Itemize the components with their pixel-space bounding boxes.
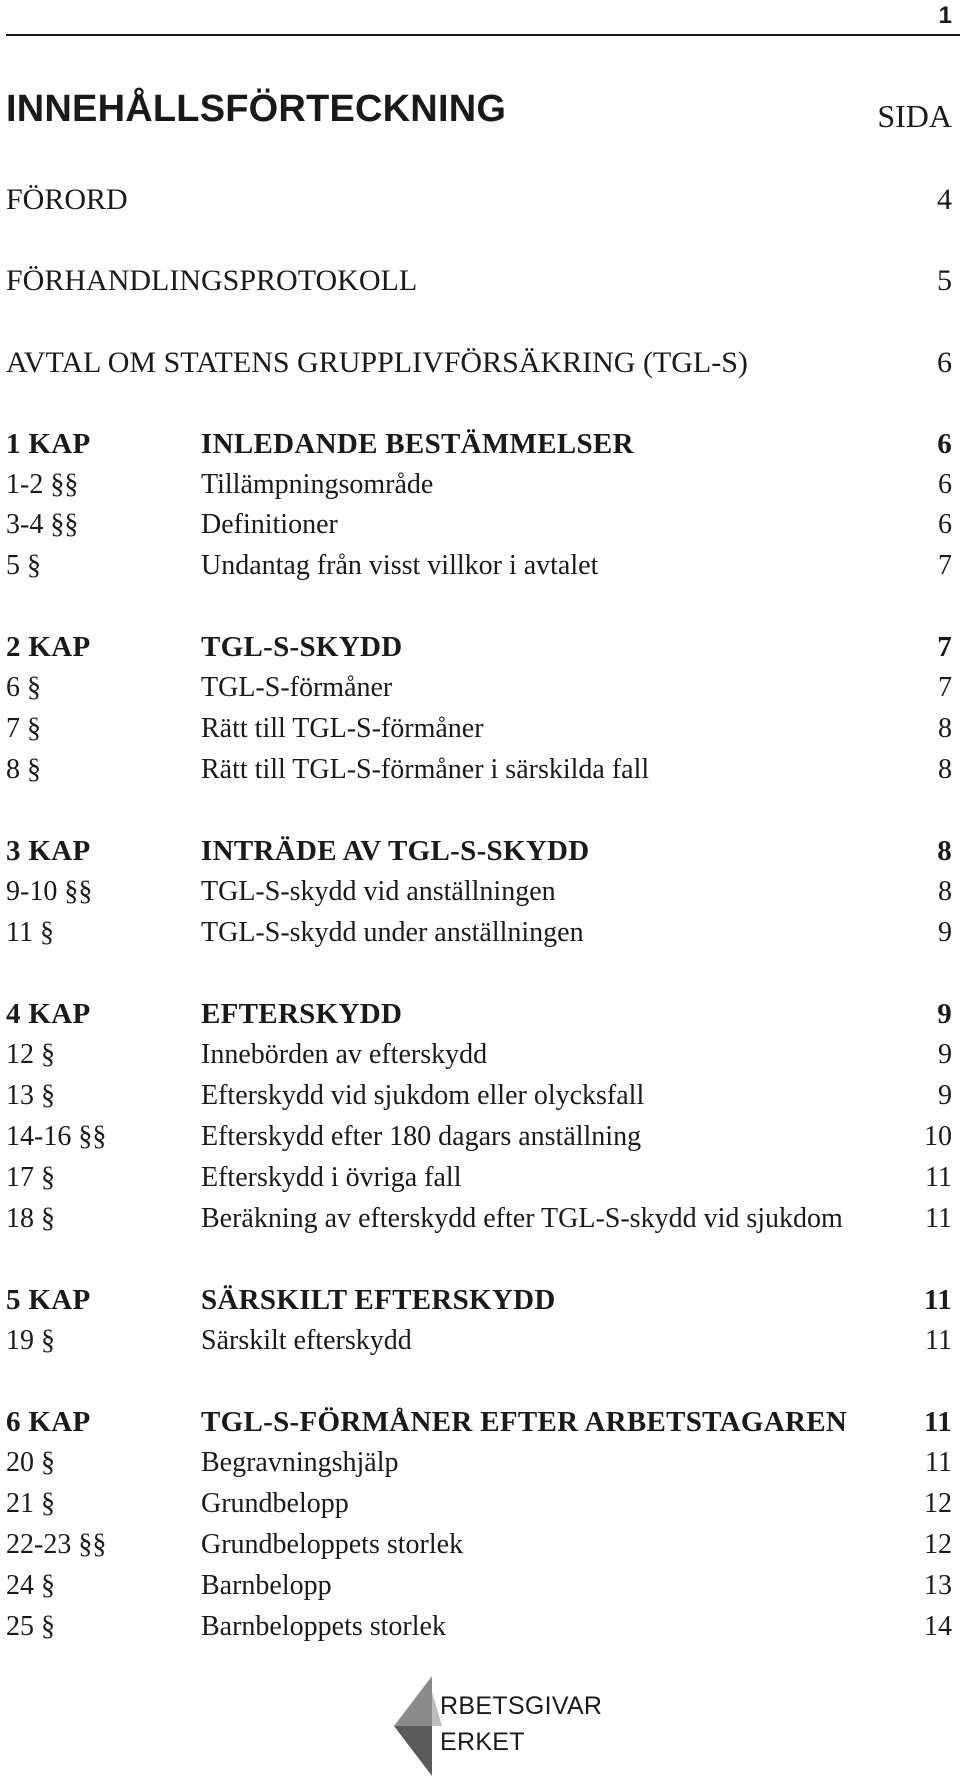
section-number: 8 § xyxy=(6,754,41,785)
toc-row[interactable] xyxy=(6,550,952,590)
section-page: 11 xyxy=(925,1447,952,1478)
section-title: Efterskydd i övriga fall xyxy=(201,1162,462,1193)
section-page: 11 xyxy=(925,1162,952,1193)
toc-row[interactable] xyxy=(6,509,952,549)
section-title: TGL-S-FÖRMÅNER EFTER ARBETSTAGAREN xyxy=(201,1406,848,1438)
toc-row[interactable] xyxy=(6,1039,952,1079)
section-title: SÄRSKILT EFTERSKYDD xyxy=(201,1284,556,1316)
section-page: 6 xyxy=(938,509,952,540)
toc-row[interactable] xyxy=(6,1121,952,1161)
section-page: 8 xyxy=(938,876,952,907)
section-page: 9 xyxy=(938,1080,952,1111)
section-number: 9-10 §§ xyxy=(6,876,93,907)
section-number: 1 KAP xyxy=(6,428,91,460)
toc-entry-page: 5 xyxy=(937,264,952,297)
section-title: TGL-S-SKYDD xyxy=(201,631,403,663)
section-title: Definitioner xyxy=(201,509,338,540)
section-title: Efterskydd vid sjukdom eller olycksfall xyxy=(201,1080,645,1111)
section-page: 8 xyxy=(938,713,952,744)
toc-row[interactable] xyxy=(6,1447,952,1487)
section-page: 7 xyxy=(938,550,952,581)
header-rule xyxy=(6,34,960,36)
section-title: Grundbelopp xyxy=(201,1488,349,1519)
section-title: Efterskydd efter 180 dagars anställning xyxy=(201,1121,642,1152)
section-number: 1-2 §§ xyxy=(6,469,79,500)
section-number: 25 § xyxy=(6,1611,55,1642)
logo-text-line2: ERKET xyxy=(440,1728,525,1756)
toc-row[interactable] xyxy=(6,917,952,957)
section-number: 4 KAP xyxy=(6,998,91,1030)
toc-entry-forhandlingsprotokoll[interactable] xyxy=(6,264,952,304)
section-title: Rätt till TGL-S-förmåner xyxy=(201,713,484,744)
section-page: 11 xyxy=(925,1203,952,1234)
toc-entry-page: 4 xyxy=(937,183,952,216)
toc-row[interactable] xyxy=(6,469,952,509)
toc-row[interactable] xyxy=(6,1325,952,1365)
section-page: 11 xyxy=(924,1284,952,1316)
section-number: 5 KAP xyxy=(6,1284,91,1316)
section-page: 10 xyxy=(924,1121,952,1152)
section-title: Undantag från visst villkor i avtalet xyxy=(201,550,599,581)
section-page: 11 xyxy=(925,1325,952,1356)
section-title: Rätt till TGL-S-förmåner i särskilda fall xyxy=(201,754,650,785)
section-title: TGL-S-skydd under anställningen xyxy=(201,917,584,948)
chapter-heading-1[interactable] xyxy=(6,428,952,468)
toc-entry-forord[interactable] xyxy=(6,183,952,223)
section-title: EFTERSKYDD xyxy=(201,998,403,1030)
section-title: INLEDANDE BESTÄMMELSER xyxy=(201,428,634,460)
page-column-label: SIDA xyxy=(877,98,952,134)
section-title: Barnbeloppets storlek xyxy=(201,1611,446,1642)
section-number: 24 § xyxy=(6,1570,55,1601)
toc-entry-label: FÖRORD xyxy=(6,183,128,216)
toc-row[interactable] xyxy=(6,713,952,753)
section-page: 9 xyxy=(938,1039,952,1070)
logo-text-line1: RBETSGIVAR xyxy=(440,1692,603,1720)
toc-row[interactable] xyxy=(6,1080,952,1120)
toc-row[interactable] xyxy=(6,876,952,916)
section-title: Innebörden av efterskydd xyxy=(201,1039,488,1070)
toc-title: INNEHÅLLSFÖRTECKNING xyxy=(6,88,507,130)
toc-row[interactable] xyxy=(6,672,952,712)
chapter-heading-4[interactable] xyxy=(6,998,952,1038)
section-number: 19 § xyxy=(6,1325,55,1356)
toc-entry-label: AVTAL OM STATENS GRUPPLIVFÖRSÄKRING (TGL-S) xyxy=(6,346,748,379)
section-number: 3 KAP xyxy=(6,835,91,867)
section-number: 3-4 §§ xyxy=(6,509,79,540)
toc-row[interactable] xyxy=(6,1203,952,1243)
toc-entry-page: 6 xyxy=(937,346,952,379)
section-title: Barnbelopp xyxy=(201,1570,332,1601)
section-page: 6 xyxy=(938,469,952,500)
toc-row[interactable] xyxy=(6,1570,952,1610)
section-title: Grundbeloppets storlek xyxy=(201,1529,464,1560)
section-page: 9 xyxy=(938,917,952,948)
section-title: Särskilt efterskydd xyxy=(201,1325,412,1356)
section-number: 11 § xyxy=(6,917,54,948)
section-title: Begravningshjälp xyxy=(201,1447,399,1478)
section-title: TGL-S-skydd vid anställningen xyxy=(201,876,556,907)
section-page: 8 xyxy=(938,754,952,785)
section-number: 14-16 §§ xyxy=(6,1121,107,1152)
section-title: Tillämpningsområde xyxy=(201,469,434,500)
chapter-heading-5[interactable] xyxy=(6,1284,952,1324)
chapter-heading-3[interactable] xyxy=(6,835,952,875)
section-page: 13 xyxy=(924,1570,952,1601)
section-page: 7 xyxy=(938,672,952,703)
section-page: 9 xyxy=(937,998,952,1030)
section-number: 6 KAP xyxy=(6,1406,91,1438)
section-number: 21 § xyxy=(6,1488,55,1519)
section-number: 6 § xyxy=(6,672,41,703)
section-page: 6 xyxy=(937,428,952,460)
arbetsgivarverket-logo xyxy=(392,1672,603,1780)
toc-entry-avtal[interactable] xyxy=(6,346,952,386)
section-number: 2 KAP xyxy=(6,631,91,663)
section-page: 11 xyxy=(924,1406,952,1438)
toc-row[interactable] xyxy=(6,1611,952,1651)
arbetsgivarverket-triangle-icon xyxy=(392,1672,452,1780)
section-number: 12 § xyxy=(6,1039,55,1070)
section-number: 5 § xyxy=(6,550,41,581)
section-title: INTRÄDE AV TGL-S-SKYDD xyxy=(201,835,590,867)
section-page: 12 xyxy=(924,1488,952,1519)
page-number: 1 xyxy=(938,2,952,29)
chapter-heading-2[interactable] xyxy=(6,631,952,671)
toc-row[interactable] xyxy=(6,1162,952,1202)
toc-entry-label: FÖRHANDLINGSPROTOKOLL xyxy=(6,264,418,297)
section-number: 17 § xyxy=(6,1162,55,1193)
section-number: 7 § xyxy=(6,713,41,744)
toc-row[interactable] xyxy=(6,1488,952,1528)
section-title: Beräkning av efterskydd efter TGL-S-skydd vid sjukdom xyxy=(201,1203,843,1234)
section-page: 8 xyxy=(937,835,952,867)
toc-row[interactable] xyxy=(6,754,952,794)
section-page: 12 xyxy=(924,1529,952,1560)
toc-row[interactable] xyxy=(6,1529,952,1569)
section-page: 14 xyxy=(924,1611,952,1642)
section-title: TGL-S-förmåner xyxy=(201,672,393,703)
section-number: 20 § xyxy=(6,1447,55,1478)
section-number: 22-23 §§ xyxy=(6,1529,107,1560)
section-number: 18 § xyxy=(6,1203,55,1234)
section-number: 13 § xyxy=(6,1080,55,1111)
section-page: 7 xyxy=(937,631,952,663)
chapter-heading-6[interactable] xyxy=(6,1406,952,1446)
